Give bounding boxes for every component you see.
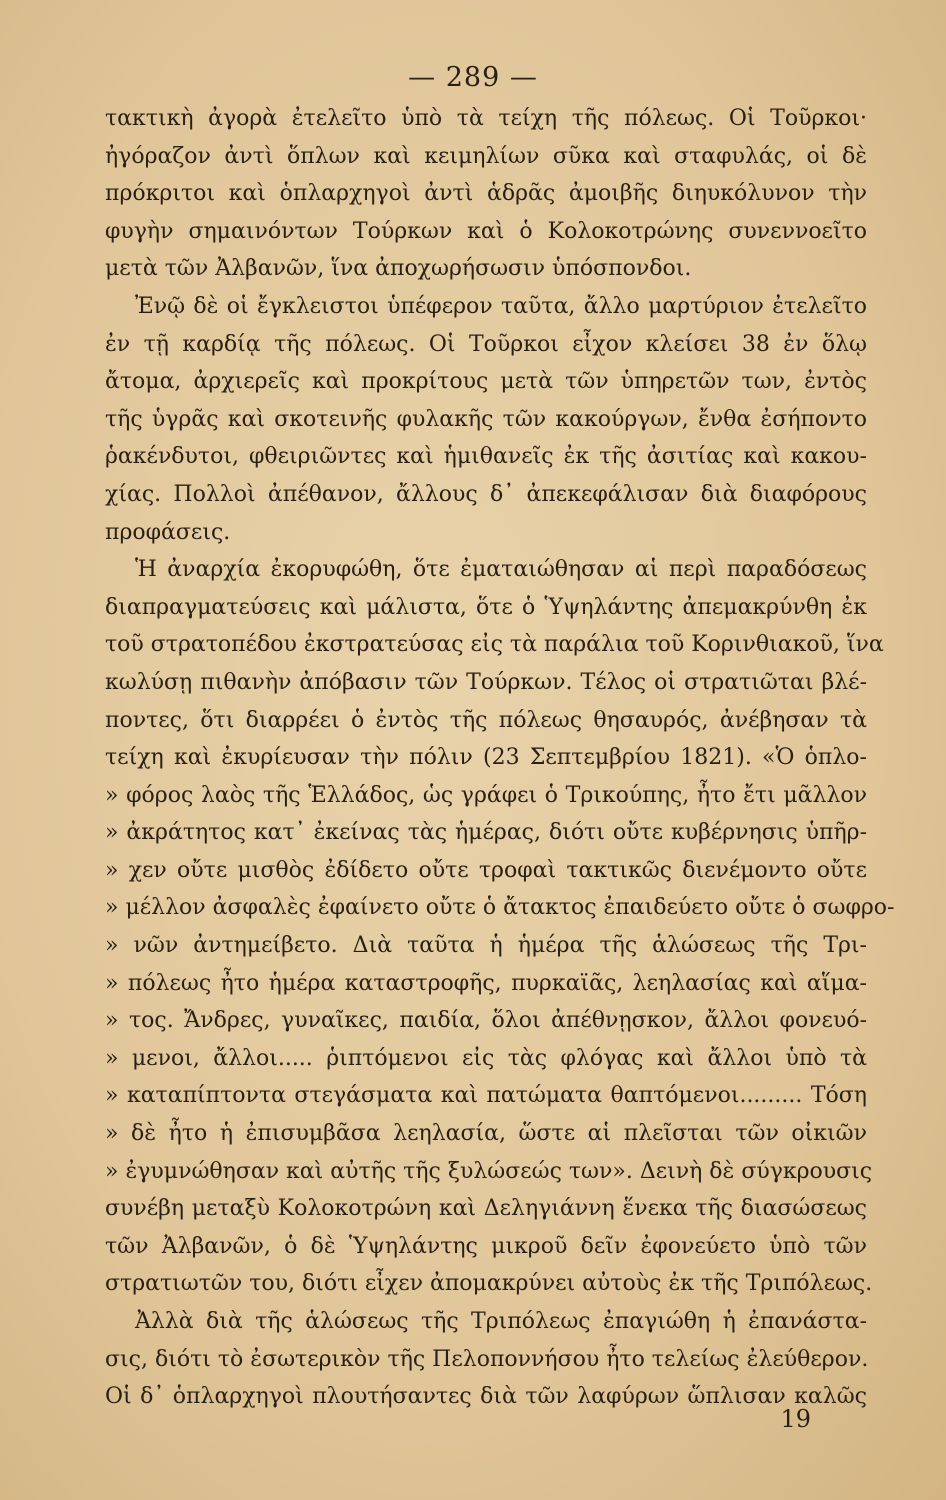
text-line: συνέβη μεταξὺ Κολοκοτρώνη καὶ Δεληγιάννη ἕνεκα τῆς διασώσεως: [105, 1196, 867, 1222]
text-line: » φόρος λαὸς τῆς Ἑλλάδος, ὡς γράφει ὁ Τρικούπης, ἦτο ἔτι μᾶλλον: [105, 777, 867, 815]
text-line: προφάσεις.: [105, 519, 231, 545]
text-line: τείχη καὶ ἐκυρίευσαν τὴν πόλιν (23 Σεπτεμβρίου 1821). «Ὁ ὁπλο-: [105, 745, 867, 771]
text-line: ἐν τῇ καρδίᾳ τῆς πόλεως. Οἱ Τοῦρκοι εἶχον κλείσει 38 ἐν ὅλῳ: [105, 331, 867, 357]
text-line: ἄτομα, ἀρχιερεῖς καὶ προκρίτους μετὰ τῶν ὑπηρετῶν των, ἐντὸς: [105, 369, 867, 395]
text-line: » δὲ ἦτο ἡ ἐπισυμβᾶσα λεηλασία, ὥστε αἱ πλεῖσται τῶν οἰκιῶν: [105, 1115, 867, 1153]
text-line: Οἱ δ᾽ ὁπλαρχηγοὶ πλουτήσαντες διὰ τῶν λαφύρων ὥπλισαν καλῶς: [105, 1384, 867, 1410]
text-line: σις, διότι τὸ ἐσωτερικὸν τῆς Πελοποννήσου ἦτο τελείως ἐλεύθερον.: [105, 1346, 869, 1372]
text-line: » μενοι, ἄλλοι..... ῥιπτόμενοι εἰς τὰς φλόγας καὶ ἄλλοι ὑπὸ τὰ: [105, 1040, 867, 1078]
text-line: ῥακένδυτοι, φθειριῶντες καὶ ἡμιθανεῖς ἐκ τῆς ἀσιτίας καὶ κακου-: [105, 444, 867, 470]
text-line: τακτικὴ ἀγορὰ ἐτελεῖτο ὑπὸ τὰ τείχη τῆς πόλεως. Οἱ Τοῦρκοι·: [105, 106, 867, 131]
text-line: πρόκριτοι καὶ ὁπλαρχηγοὶ ἀντὶ ἁδρᾶς ἀμοιβῆς διηυκόλυνον τὴν: [105, 181, 867, 207]
text-line: κωλύσῃ πιθανὴν ἀπόβασιν τῶν Τούρκων. Τέλος οἱ στρατιῶται βλέ-: [105, 669, 867, 695]
text-line: τῆς ὑγρᾶς καὶ σκοτεινῆς φυλακῆς τῶν κακούργων, ἔνθα ἐσήποντο: [105, 406, 867, 432]
text-line: διαπραγματεύσεις καὶ μάλιστα, ὅτε ὁ Ὑψηλάντης ἀπεμακρύνθη ἐκ: [105, 594, 867, 620]
text-line: τῶν Ἀλβανῶν, ὁ δὲ Ὑψηλάντης μικροῦ δεῖν ἐφονεύετο ὑπὸ τῶν: [105, 1233, 867, 1259]
body-text: [105, 100, 895, 1416]
text-line: » ἀκράτητος κατ᾽ ἐκείνας τὰς ἡμέρας, διότι οὔτε κυβέρνησις ὑπῆρ-: [105, 814, 867, 852]
text-line: φυγὴν σημαινόντων Τούρκων καὶ ὁ Κολοκοτρώνης συνεννοεῖτο: [105, 218, 867, 244]
text-line: Ἐνῷ δὲ οἱ ἔγκλειστοι ὑπέφερον ταῦτα, ἄλλο μαρτύριον ἐτελεῖτο: [135, 293, 867, 319]
text-line: » καταπίπτοντα στεγάσματα καὶ πατώματα θαπτόμενοι......... Τόση: [105, 1077, 867, 1115]
text-line: μετὰ τῶν Ἀλβανῶν, ἵνα ἀποχωρήσωσιν ὑπόσπονδοι.: [105, 256, 692, 282]
text-line: χίας. Πολλοὶ ἀπέθανον, ἄλλους δ᾽ ἀπεκεφάλισαν διὰ διαφόρους: [105, 481, 867, 507]
text-line: ἠγόραζον ἀντὶ ὅπλων καὶ κειμηλίων σῦκα καὶ σταφυλάς, οἱ δὲ: [105, 143, 867, 169]
text-line: στρατιωτῶν του, διότι εἶχεν ἀπομακρύνει αὐτοὺς ἐκ τῆς Τριπόλεως.: [105, 1271, 873, 1297]
text-line: » μέλλον ἀσφαλὲς ἐφαίνετο οὔτε ὁ ἄτακτος ἐπαιδεύετο οὔτε ὁ σωφρο-: [105, 889, 867, 927]
text-line: » χεν οὔτε μισθὸς ἐδίδετο οὔτε τροφαὶ τακτικῶς διενέμοντο οὔτε: [105, 852, 867, 890]
page-number: — 289 —: [408, 62, 538, 93]
signature-mark: 19: [780, 1405, 811, 1433]
text-line: τοῦ στρατοπέδου ἐκστρατεύσας εἰς τὰ παράλια τοῦ Κορινθιακοῦ, ἵνα: [105, 632, 884, 658]
text-line: » νῶν ἀντημείβετο. Διὰ ταῦτα ἡ ἡμέρα τῆς ἁλώσεως τῆς Τρι-: [105, 927, 867, 965]
text-line: ποντες, ὅτι διαρρέει ὁ ἐντὸς τῆς πόλεως θησαυρός, ἀνέβησαν τὰ: [105, 707, 867, 733]
text-line: » πόλεως ἦτο ἡμέρα καταστροφῆς, πυρκαϊᾶς, λεηλασίας καὶ αἵμα-: [105, 965, 867, 1003]
text-line: Ἡ ἀναρχία ἐκορυφώθη, ὅτε ἐματαιώθησαν αἱ περὶ παραδόσεως: [135, 557, 867, 583]
text-line: Ἀλλὰ διὰ τῆς ἁλώσεως τῆς Τριπόλεως ἐπαγιώθη ἡ ἐπανάστα-: [135, 1309, 867, 1334]
text-line: » ἐγυμνώθησαν καὶ αὐτῆς τῆς ξυλώσεώς των». Δεινὴ δὲ σύγκρουσις: [105, 1153, 867, 1191]
text-line: » τος. Ἄνδρες, γυναῖκες, παιδία, ὅλοι ἀπέθνῃσκον, ἄλλοι φονευό-: [105, 1002, 867, 1040]
